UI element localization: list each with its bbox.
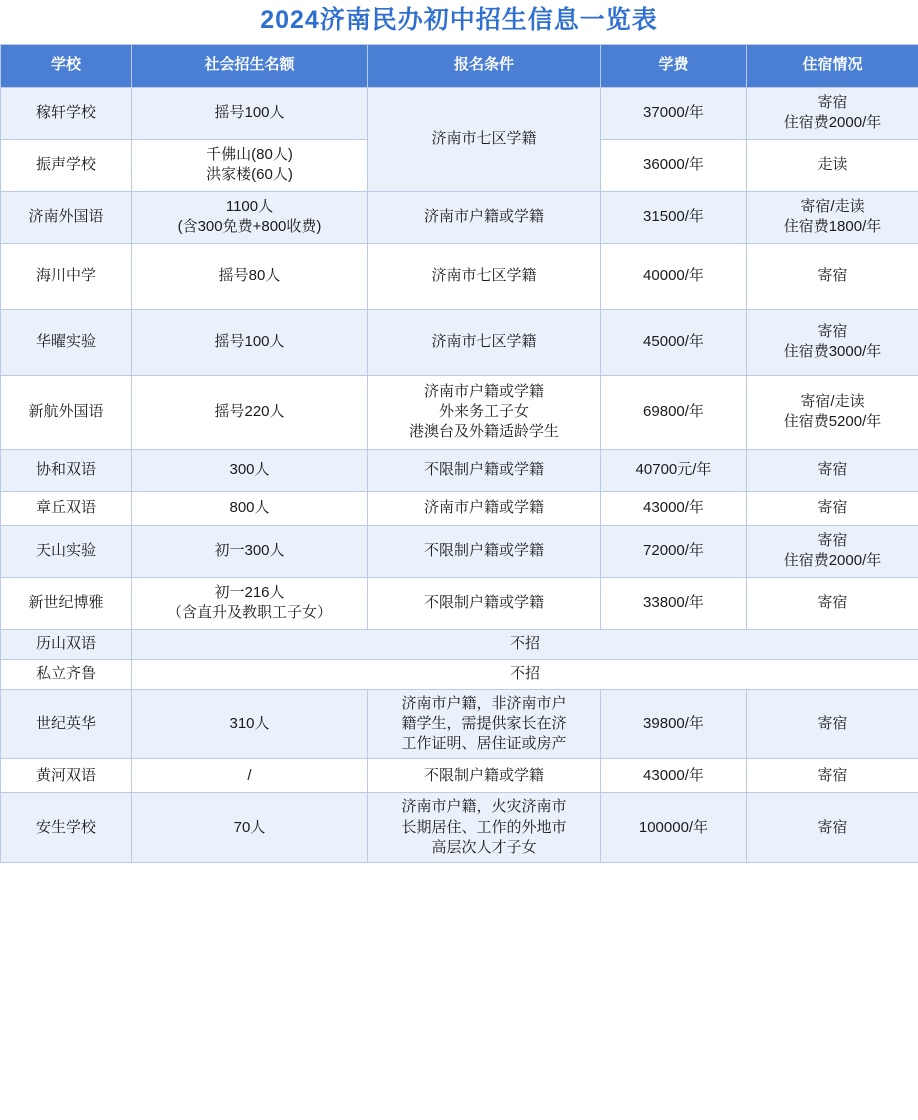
cell-condition-text: 不限制户籍或学籍 (423, 593, 544, 611)
cell-quota-text: 千佛山(80人) 洪家楼(60人) (206, 145, 293, 183)
cell-dorm-text: 寄宿 住宿费2000/年 (783, 93, 882, 131)
cell-condition (368, 759, 601, 793)
cell-school (1, 243, 132, 309)
cell-school (1, 139, 132, 191)
cell-tuition (601, 191, 747, 243)
table-row (1, 243, 918, 309)
cell-tuition-text: 40700元/年 (635, 460, 712, 478)
cell-condition (368, 577, 601, 629)
cell-quota-text: 摇号100人 (214, 103, 285, 121)
cell-condition-text: 济南市户籍或学籍 外来务工子女 港澳台及外籍适龄学生 (408, 382, 559, 441)
cell-dorm (747, 191, 918, 243)
cell-quota (132, 191, 368, 243)
cell-quota-text: / (247, 766, 252, 784)
cell-condition-text: 济南市七区学籍 (431, 129, 537, 147)
cell-school-text: 振声学校 (35, 155, 96, 173)
column-header-condition: 报名条件 (368, 44, 601, 87)
cell-dorm-text: 寄宿 (817, 460, 848, 478)
cell-dorm (747, 793, 918, 863)
cell-school (1, 793, 132, 863)
cell-condition (368, 689, 601, 759)
table-body (1, 87, 918, 863)
cell-school (1, 309, 132, 375)
cell-school (1, 491, 132, 525)
cell-quota (132, 375, 368, 449)
cell-dorm (747, 87, 918, 139)
table-row (1, 659, 918, 689)
cell-quota-text: 70人 (233, 818, 266, 836)
page-title: 2024济南民办初中招生信息一览表 (260, 6, 658, 34)
cell-quota-text: 310人 (229, 714, 270, 732)
cell-school (1, 525, 132, 577)
cell-quota (132, 309, 368, 375)
cell-quota (132, 243, 368, 309)
cell-quota (132, 449, 368, 491)
cell-school-text: 黄河双语 (35, 766, 96, 784)
table-row (1, 577, 918, 629)
cell-condition-text: 济南市七区学籍 (431, 266, 537, 284)
cell-condition (368, 243, 601, 309)
cell-condition-text: 济南市七区学籍 (431, 332, 537, 350)
cell-quota-text: 800人 (229, 498, 270, 516)
cell-condition-text: 济南市户籍，非济南市户 籍学生，需提供家长在济 工作证明、居住证或房产 (401, 694, 567, 752)
cell-dorm (747, 375, 918, 449)
table-header-row (1, 44, 918, 87)
cell-dorm (747, 449, 918, 491)
cell-quota-text: 摇号80人 (218, 266, 281, 284)
cell-quota-text: 初一216人 （含直升及教职工子女） (166, 583, 332, 621)
cell-condition-text: 济南市户籍或学籍 (423, 498, 544, 516)
table-row (1, 375, 918, 449)
cell-school (1, 689, 132, 759)
cell-dorm-text: 寄宿/走读 住宿费1800/年 (783, 197, 882, 235)
cell-note: 不招 (132, 659, 918, 689)
cell-school-text: 海川中学 (35, 266, 96, 284)
table-row (1, 309, 918, 375)
cell-tuition-text: 33800/年 (643, 593, 704, 611)
cell-condition-text: 不限制户籍或学籍 (423, 460, 544, 478)
cell-tuition-text: 31500/年 (643, 207, 704, 225)
cell-dorm (747, 759, 918, 793)
cell-quota (132, 139, 368, 191)
table-header (1, 44, 918, 87)
cell-school-text: 华曜实验 (35, 332, 96, 350)
cell-condition-text: 不限制户籍或学籍 (423, 766, 544, 784)
cell-tuition (601, 309, 747, 375)
table-row (1, 689, 918, 759)
cell-dorm-text: 寄宿 (817, 593, 848, 611)
cell-school-text: 济南外国语 (28, 207, 104, 225)
column-header-quota: 社会招生名额 (132, 44, 368, 87)
cell-quota-text: 摇号100人 (214, 332, 285, 350)
cell-dorm-text: 寄宿 住宿费3000/年 (783, 322, 882, 360)
cell-dorm-text: 寄宿 (817, 498, 848, 516)
cell-condition (368, 309, 601, 375)
cell-quota-text: 摇号220人 (214, 402, 285, 420)
cell-school-text: 协和双语 (35, 460, 96, 478)
cell-note: 不招 (132, 629, 918, 659)
cell-tuition (601, 525, 747, 577)
table-row (1, 759, 918, 793)
cell-school (1, 659, 132, 689)
cell-tuition (601, 689, 747, 759)
cell-dorm (747, 689, 918, 759)
cell-quota (132, 525, 368, 577)
cell-tuition-text: 45000/年 (643, 332, 704, 350)
cell-condition (368, 191, 601, 243)
cell-school-text: 稼轩学校 (35, 103, 96, 121)
cell-tuition-text: 40000/年 (643, 266, 704, 284)
table-row (1, 87, 918, 139)
cell-condition-text: 济南市户籍，火灾济南市 长期居住、工作的外地市 高层次人才子女 (401, 798, 567, 856)
table-row (1, 793, 918, 863)
cell-quota-text: 初一300人 (214, 541, 285, 559)
cell-dorm-text: 寄宿 住宿费2000/年 (783, 531, 882, 569)
cell-tuition (601, 759, 747, 793)
cell-condition (368, 491, 601, 525)
cell-quota (132, 491, 368, 525)
column-header-tuition: 学费 (601, 44, 747, 87)
cell-condition (368, 449, 601, 491)
table-row (1, 629, 918, 659)
table-row (1, 491, 918, 525)
cell-condition-text: 不限制户籍或学籍 (423, 541, 544, 559)
table-row (1, 191, 918, 243)
cell-tuition (601, 139, 747, 191)
cell-condition (368, 793, 601, 863)
cell-dorm (747, 577, 918, 629)
cell-tuition-text: 72000/年 (643, 541, 704, 559)
cell-school (1, 449, 132, 491)
cell-tuition (601, 243, 747, 309)
cell-school-text: 章丘双语 (35, 498, 96, 516)
cell-school-text: 私立齐鲁 (35, 664, 96, 682)
cell-school-text: 新世纪博雅 (28, 593, 104, 611)
cell-dorm-text: 寄宿/走读 住宿费5200/年 (783, 392, 882, 430)
cell-dorm-text: 寄宿 (817, 818, 848, 836)
cell-quota (132, 759, 368, 793)
cell-dorm-text: 寄宿 (817, 766, 848, 784)
cell-dorm (747, 243, 918, 309)
table-row (1, 449, 918, 491)
cell-dorm (747, 309, 918, 375)
cell-condition-text: 济南市户籍或学籍 (423, 207, 544, 225)
cell-dorm-text: 寄宿 (817, 266, 848, 284)
cell-tuition-text: 43000/年 (643, 498, 704, 516)
column-header-dorm: 住宿情况 (747, 44, 918, 87)
cell-quota-text: 300人 (229, 460, 270, 478)
cell-dorm (747, 525, 918, 577)
cell-tuition-text: 43000/年 (643, 766, 704, 784)
cell-school (1, 375, 132, 449)
cell-condition (368, 87, 601, 191)
cell-school-text: 历山双语 (35, 634, 96, 652)
cell-tuition (601, 375, 747, 449)
cell-dorm-text: 寄宿 (817, 714, 848, 732)
cell-condition (368, 375, 601, 449)
admissions-table (0, 44, 918, 864)
cell-school (1, 87, 132, 139)
cell-tuition (601, 87, 747, 139)
cell-dorm (747, 139, 918, 191)
cell-school (1, 191, 132, 243)
cell-dorm (747, 491, 918, 525)
table-row (1, 525, 918, 577)
cell-dorm-text: 走读 (817, 155, 848, 173)
cell-school (1, 759, 132, 793)
cell-quota (132, 689, 368, 759)
column-header-school: 学校 (1, 44, 132, 87)
cell-tuition (601, 577, 747, 629)
cell-tuition (601, 491, 747, 525)
cell-tuition-text: 37000/年 (643, 103, 704, 121)
cell-school-text: 世纪英华 (35, 714, 96, 732)
cell-quota (132, 793, 368, 863)
cell-school-text: 天山实验 (35, 541, 96, 559)
cell-school-text: 安生学校 (35, 818, 96, 836)
cell-school (1, 577, 132, 629)
cell-school (1, 629, 132, 659)
cell-condition (368, 525, 601, 577)
cell-tuition-text: 36000/年 (643, 155, 704, 173)
cell-quota (132, 87, 368, 139)
cell-school-text: 新航外国语 (28, 402, 104, 420)
cell-tuition-text: 69800/年 (643, 402, 704, 420)
cell-tuition (601, 449, 747, 491)
cell-tuition-text: 100000/年 (638, 818, 709, 836)
cell-tuition (601, 793, 747, 863)
cell-quota (132, 577, 368, 629)
cell-tuition-text: 39800/年 (643, 714, 704, 732)
cell-quota-text: 1100人 (含300免费+800收费) (177, 197, 322, 235)
